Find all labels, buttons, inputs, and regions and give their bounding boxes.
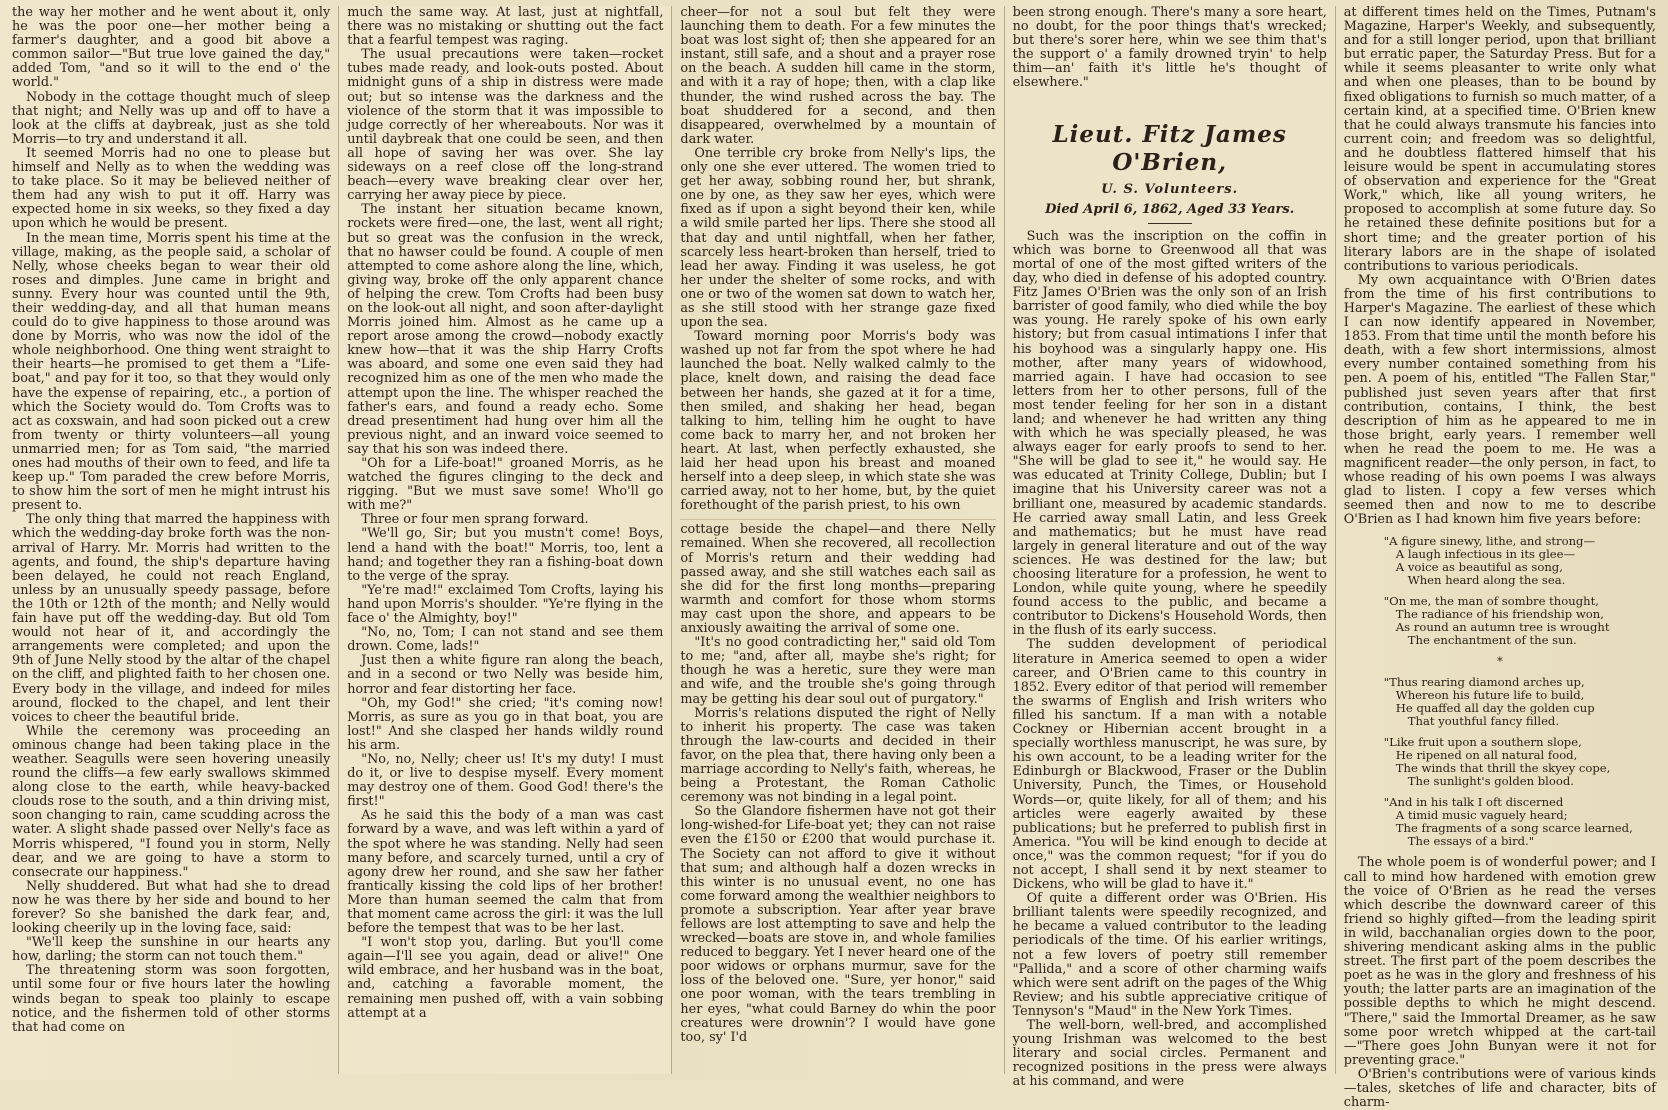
paragraph: "Ye're mad!" exclaimed Tom Crofts, laying his hand upon Morris's shoulder. "Ye're flying in the face o' the Almighty, boy!": [347, 582, 664, 627]
paragraph: "No, no, Tom; I can not stand and see them drown. Come, lads!": [347, 625, 664, 655]
article-title: Lieut. Fitz James O'Brien,: [1052, 120, 1287, 176]
paragraph: been strong enough. There's many a sore heart, no doubt, for the poor things that's wrecked; but there's sorer here, whin we see thim that's the support o' a family drowned tryin' to help thim—an' faith it's little he's thought of elsewhere.": [1012, 5, 1327, 91]
paragraph: "I won't stop you, darling. But you'll come again—I'll see you again, dead or alive!" One wild embrace, and her husband was in the boat, and, catching a favorable moment, the remaining men pushed off, with a vain sobbing attempt at a: [347, 935, 664, 1021]
paragraph: The whole poem is of wonderful power; and I call to mind how hardened with emotion grew the voice of O'Brien as he read the verses which describe the downward career of this friend so highly gifted—from the leading spirit in wild, bacchanalian orgies down to the poor, shivering mendicant asking alms in the public street. The first part of the poem describes the poet as he was in the glory and freshness of his youth; the latter parts are an imagination of the possible depths to which he might descend. "There," said the Immortal Dreamer, as he saw some poor wretch whipped at the cart-tail—"There goes John Bunyan were it not for preventing grace.": [1343, 855, 1656, 1068]
paragraph: "It's no good contradicting her," said old Tom to me; "and, after all, maybe she's right; for though he was a heretic, sure they were man and wife, and the trouble she's going through may be getting his dear soul out of purgatory.": [680, 635, 996, 707]
article-heading: [1013, 121, 1327, 224]
poem-line: When heard along the sea.: [1407, 573, 1566, 588]
paragraph: "Oh for a Life-boat!" groaned Morris, as he watched the figures clinging to the deck and rigging. "But we must save some! Who'll go with me?": [347, 456, 664, 514]
poem-line: As round an autumn tree is wrought: [1395, 620, 1610, 635]
poem-stanza: [1384, 595, 1656, 647]
column-2: [339, 6, 672, 1074]
paragraph: Nelly shuddered. But what had she to dread now he was there by her side and bound to her forever? So she banished the dark fear, and, looking cheerily up in the loving face, said:: [12, 878, 331, 937]
paragraph: The instant her situation became known, rockets were fired—one, the last, went all right; but so great was the confusion in the wreck, that no hawser could be found. A couple of men attempted to come ashore along the line, which, giving way, broke off the only apparent chance of helping the crew. Tom Crofts had been busy on the look-out all night, and soon after-daylight Morris joined him. Almost as he came up a report arose among the crowd—nobody exactly knew how—that it was the ship Harry Crofts was aboard, and some one even said they had recognized him as one of the men who made the attempt upon the line. The whisper reached the father's ears, and found a ready echo. Some dread presentiment had hung over him all the previous night, and an inward voice seemed to say that his son was indeed there.: [347, 202, 664, 457]
paragraph: "Oh, my God!" she cried; "it's coming now! Morris, as sure as you go in that boat, you are lost!" And she clasped her hands wildly round his arm.: [347, 695, 664, 753]
poem-line: A voice as beautiful as song,: [1395, 560, 1563, 575]
column-3-upper-clipping: [680, 6, 995, 513]
paragraph: Toward morning poor Morris's body was washed up not far from the spot where he had launched the boat. Nelly walked calmly to the place, knelt down, and raising the dead face between her hands, she gazed at it for a time, then smiled, and shaking her head, began talking to him, telling him he ought to have come back to marry her, and not broken her heart. At last, when perfectly exhausted, she laid her head upon his breast and moaned herself into a deep sleep, in which state she was carried away, not to her home, but, by the quiet forethought of the parish priest, to his own: [680, 329, 996, 514]
column-3-lower-clipping: [680, 519, 995, 1044]
poem-line: The sunlight's golden blood.: [1407, 774, 1574, 789]
paragraph: The usual precautions were taken—rocket tubes made ready, and look-outs posted. About midnight guns of a ship in distress were made out; but so intense was the darkness and the violence of the storm that it was impossible to judge correctly of her whereabouts. Nor was it until daybreak that one could be seen, and then all hope of saving her was over. She lay sideways on a reef close off the long-strand beach—every wave breaking clear over her, carrying her away piece by piece.: [347, 47, 664, 204]
paragraph: In the mean time, Morris spent his time at the village, making, as the people said, a scholar of Nelly, whose cheeks began to wear their old roses and dimples. June came in bright and sunny. Every hour was counted until the 9th, their wedding-day, and all that human means could do to give happiness to those around was done by Morris, who was now the idol of the whole neighborhood. One thing went straight to their hearts—he promised to get them a "Life-boat," and pay for it too, so that they would only have the expense of repairing, etc., a portion of which the Society would do. Tom Crofts was to act as coxswain, and had soon picked out a crew from twenty or thirty volunteers—all young unmarried men; for as Tom said, "the married ones had mouths of their own to feed, and life ta keep up." Tom paraded the crew before Morris, to show him the sort of men he might intrust his present to.: [12, 230, 331, 514]
paragraph: Three or four men sprang forward.: [361, 512, 589, 528]
paragraph: cottage beside the chapel—and there Nelly remained. When she recovered, all recollection of Morris's return and their wedding had passed away, and she still watches each sail as she did for the first long months—preparing warmth and comfort for those whom storms may cast upon the shore, and appears to be anxiously awaiting the arrival of some one.: [680, 522, 996, 637]
article-dateline: Died April 6, 1862, Aged 33 Years.: [1045, 201, 1295, 217]
poem-line: Whereon his future life to build,: [1395, 688, 1585, 703]
paragraph: the way her mother and he went about it, only he was the poor one—her mother being a farmer's daughter, and a good bit above a common sailor—"But true love gained the day," added Tom, "and so it will to the end o' the world.": [12, 5, 331, 91]
paragraph: It seemed Morris had no one to please but himself and Nelly as to when the wedding was to take place. So it may be believed neither of them had any wish to put it off. Harry was expected home in six weeks, so they fixed a day upon which he would be present.: [12, 145, 331, 232]
paragraph: Of quite a different order was O'Brien. His brilliant talents were speedily recognized, and he became a valued contributor to the leading periodicals of the time. Of his earlier writings, not a few lovers of poetry still remember "Pallida," and a score of other charming waifs which were sent adrift on the pages of the Whig Review; and his subtle appreciative critique of Tennyson's "Maud" in the New York Times.: [1012, 891, 1327, 1019]
poem-line: "Like fruit upon a southern slope,: [1383, 735, 1582, 750]
heading-rule: [1148, 223, 1192, 224]
paragraph: "No, no, Nelly; cheer us! It's my duty! I must do it, or live to despise myself. Every moment may destroy one of them. Good God! there's the first!": [347, 751, 664, 810]
paragraph: at different times held on the Times, Putnam's Magazine, Harper's Weekly, and subsequently, and for a still longer period, upon that brilliant but erratic paper, the Saturday Press. But for a while it seems pleasanter to write only what and when one pleases, than to be bound by fixed obligations to furnish so much matter, of a certain kind, at a specified time. O'Brien knew that he could always transmute his fancies into current coin; and freedom was so delightful, and he doubtless flattered himself that his leisure would be spent in accumulating stores of observation and experience for the "Great Work," which, like all young writers, he proposed to accomplish at some future day. So he retained these definite positions but for a short time; and the greater portion of his literary labors are in the shape of isolated contributions to various periodicals.: [1343, 5, 1656, 274]
poem-line: "And in his talk I oft discerned: [1383, 795, 1564, 810]
paragraph: The threatening storm was soon forgotten, until some four or five hours later the howling winds began to speak too plainly to escape notice, and the fishermen told of other storms that had come on: [12, 963, 331, 1035]
poem-stanza: [1384, 535, 1656, 587]
paragraph: Nobody in the cottage thought much of sleep that night; and Nelly was up and off to have a look at the cliffs at daybreak, just as she told Morris—to try and understand it all.: [12, 89, 331, 147]
poem-line: The winds that thrill the skyey cope,: [1395, 761, 1611, 776]
poem-line: "On me, the man of sombre thought,: [1383, 594, 1599, 609]
poem-line: A timid music vaguely heard;: [1395, 808, 1568, 823]
poem-line: The essays of a bird.": [1407, 834, 1535, 849]
paragraph: While the ceremony was proceeding an ominous change had been taking place in the weather. Seagulls were seen hovering uneasily round the cliffs—a few early swallows skimmed along close to the earth, while heavy-backed clouds rose to the south, and a thin driving mist, soon changing to rain, came scudding across the water. A slight shade passed over Nelly's face as Morris whispered, "I found you in storm, Nelly dear, and we are going to have a storm to consecrate our happiness.": [12, 723, 331, 880]
column-3: [672, 6, 1004, 1074]
poem-line: He quaffed all day the golden cup: [1395, 701, 1595, 716]
paragraph: Such was the inscription on the coffin in which was borne to Greenwood all that was mortal of one of the most gifted writers of the day, who died in defense of his adopted country. Fitz James O'Brien was the only son of an Irish barrister of good family, who died while the boy was young. He rarely spoke of his own early history; but from casual intimations I infer that his boyhood was a singularly happy one. His mother, after many years of widowhood, married again. I have had occasion to see letters from her to other persons, full of the most tender feeling for her son in a distant land; and whenever he had written any thing with which he was specially pleased, he was always eager for early proofs to send to her. "She will be glad to see it," he would say. He was educated at Trinity College, Dublin; but I imagine that his University career was not a brilliant one, measured by academic standards. He carried away small Latin, and less Greek and mathematics; but he must have read largely in general literature and out of the way sciences. He was destined for the law; but choosing literature for a profession, he went to London, while quite young, where he speedily found access to the public, and became a contributor to Dickens's Household Words, then in the flush of its early success.: [1012, 228, 1327, 639]
paragraph: As he said this the body of a man was cast forward by a wave, and was left within a yard of the spot where he was standing. Nelly had seen many before, and scarcely turned, until a cry of agony drew her round, and she saw her father frantically kissing the cold lips of her brother! More than human seemed the calm that from that moment came across the girl: it was the lull before the tempest that was to be her last.: [347, 808, 664, 937]
paragraph: much the same way. At last, just at nightfall, there was no mistaking or shutting out the fact that a fearful tempest was raging.: [347, 5, 664, 49]
column-1: [4, 6, 339, 1074]
paragraph: So the Glandore fishermen have not got their long-wished-for Life-boat yet; they can not raise even the £150 or £200 that would purchase it. The Society can not afford to give it without that sum; and although half a dozen wrecks in this winter is no unusual event, no one has come forward among the wealthier neighbors to promote a subscription. Year after year brave fellows are lost attempting to save and help the wrecked—boats are stove in, and whole families reduced to beggary. Yet I never heard one of the poor widows or orphans murmur, save for the loss of the beloved one. "Sure, yer honor," said one poor woman, with the tears trembling in her eyes, "what could Barney do whin the poor creatures were drownin'? I would have gone too, sy' I'd: [680, 804, 996, 1045]
poem-line: That youthful fancy filled.: [1407, 714, 1560, 729]
column-5: [1336, 5, 1664, 1110]
paragraph: The sudden development of periodical literature in America seemed to open a wider career, and O'Brien came to this country in 1852. Every editor of that period will remember the swarms of English and Irish writers who filled his sanctum. If a man with a notable Cockney or Hibernian accent brought in a specially worthless manuscript, he was sure, by his own account, to be a leading writer for the Edinburgh or Blackwood, Fraser or the Dublin University, Punch, the Times, or Household Words—or, quite likely, for all of them; and his articles were eagerly awaited by these publications; but he preferred to publish first in America. "You will be kind enough to decide at once," was the common request; "for if you do not accept, I shall send it by next steamer to Dickens, who will be glad to have it.": [1012, 637, 1327, 893]
paragraph: The only thing that marred the happiness with which the wedding-day broke forth was the non-arrival of Harry. Mr. Morris had written to the agents, and found, the ship's departure having been delayed, he could not reach England, unless by an unusually speedy passage, before the 10th or 12th of the month; and Nelly would fain have put off the wedding-day. But old Tom would not hear of it, and accordingly the arrangements were completed; and upon the 9th of June Nelly stood by the altar of the chapel on the cliff, and plighted faith to her chosen one. Every body in the village, and indeed for miles around, flocked to the chapel, and lent their voices to cheer the beautiful bride.: [12, 512, 331, 725]
paragraph: One terrible cry broke from Nelly's lips, the only one she ever uttered. The women tried to get her away, sobbing round her, but shrank, one by one, as they saw her eyes, which were fixed as if upon a sight beyond their ken, while a wild smile parted her lips. There she stood all that day and until nightfall, when her father, scarcely less heart-broken than herself, tried to lead her away. Finding it was useless, he got her under the shelter of some rocks, and with one or two of the women sat down to watch her, as she still stood with her strange gaze fixed upon the sea.: [680, 145, 996, 331]
paragraph: The well-born, well-bred, and accomplished young Irishman was welcomed to the best literary and social circles. Permanent and recognized positions in the press were always at his command, and were: [1012, 1018, 1327, 1090]
poem-line: "Thus rearing diamond arches up,: [1383, 675, 1585, 690]
paragraph: cheer—for not a soul but felt they were launching them to death. For a few minutes the boat was lost sight of; then she appeared for an instant, still safe, and a shout and a prayer rose on the beach. A sudden hill came in the storm, and with it a ray of hope; then, with a clap like thunder, the wind rushed across the bay. The boat shuddered for a second, and then disappeared, overwhelmed by a mountain of dark water.: [680, 5, 996, 147]
poem-line: "A figure sinewy, lithe, and strong—: [1383, 534, 1596, 549]
poem-excerpt: [1384, 535, 1656, 848]
paragraph: "We'll keep the sunshine in our hearts any how, darling; the storm can not touch them.": [12, 935, 331, 965]
paragraph: Morris's relations disputed the right of Nelly to inherit his property. The case was taken through the law-courts and decided in their favor, on the plea that, there having only been a marriage according to Nelly's faith, whereas, he being a Protestant, the Roman Catholic ceremony was not binding in a legal point.: [680, 705, 996, 806]
poem-stanza: [1384, 796, 1656, 848]
poem-stanza: [1384, 676, 1656, 728]
paragraph: My own acquaintance with O'Brien dates from the time of his first contributions to Harper's Magazine. The earliest of these which I can now identify appeared in November, 1853. From that time until the month before his death, with a few short intermissions, almost every number contained something from his pen. A poem of his, entitled "The Fallen Star," published just seven years after that first contribution, contains, I think, the best description of him as he appeared to me in those bright, early years. I remember well when he read the poem to me. He was a magnificent reader—the only person, in fact, to whose reading of his own poems I was always glad to listen. I copy a few verses which seemed then and now to me to describe O'Brien as I had known him five years before:: [1343, 272, 1656, 528]
poem-line: The radiance of his friendship won,: [1395, 607, 1604, 622]
poem-line: A laugh infectious in its glee—: [1395, 547, 1576, 562]
paragraph: Just then a white figure ran along the beach, and in a second or two Nelly was beside him, horror and fear distorting her face.: [347, 653, 664, 697]
poem-stanza: [1384, 736, 1656, 788]
paragraph: "We'll go, Sir; but you mustn't come! Boys, lend a hand with the boat!" Morris, too, lent a hand; and together they ran a fishing-boat down to the verge of the spray.: [347, 526, 664, 584]
column-4: [1005, 5, 1336, 1090]
paragraph: O'Brien's contributions were of various kinds—tales, sketches of life and character, bits of charm-: [1343, 1066, 1656, 1110]
poem-line: He ripened on all natural food,: [1395, 748, 1578, 763]
poem-line: The fragments of a song scarce learned,: [1395, 821, 1633, 836]
poem-line: The enchantment of the sun.: [1407, 633, 1577, 648]
poem-break: *: [1497, 654, 1503, 669]
article-subtitle: U. S. Volunteers.: [1101, 181, 1239, 197]
